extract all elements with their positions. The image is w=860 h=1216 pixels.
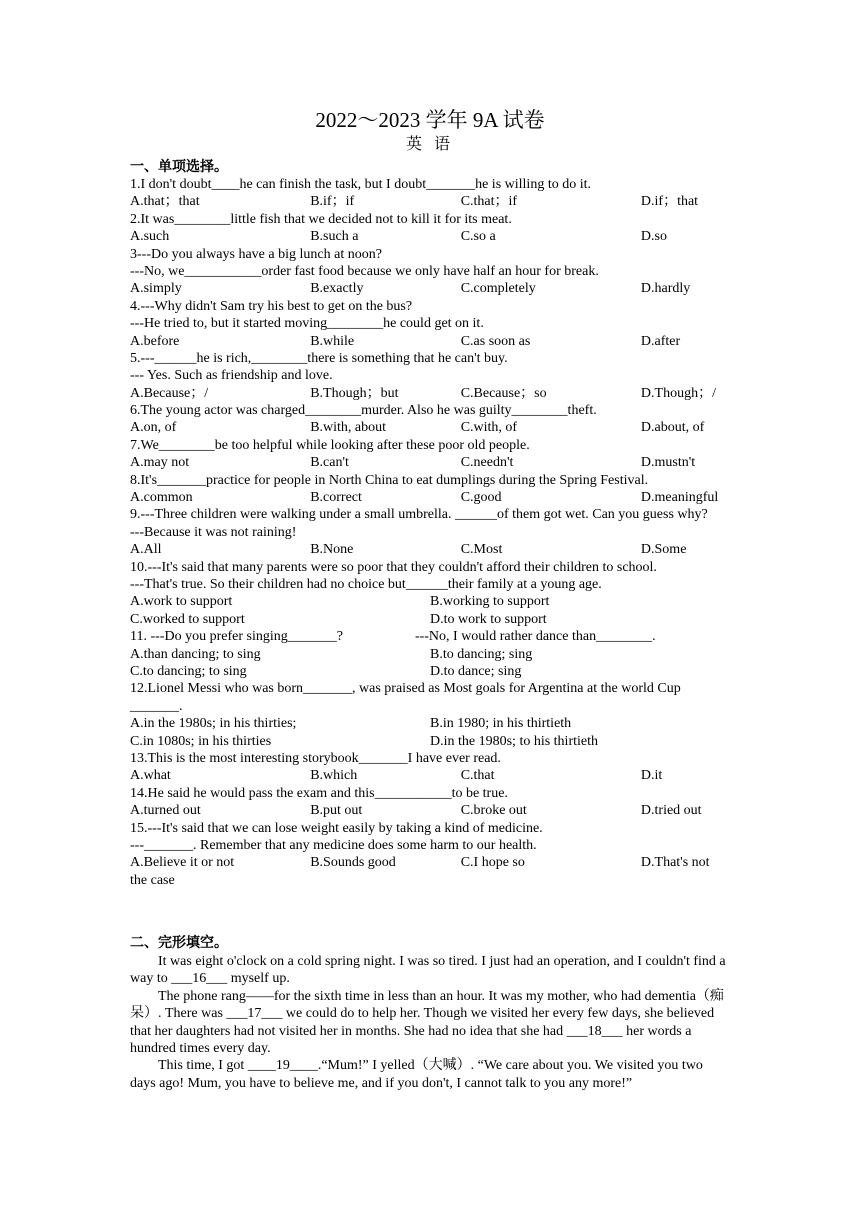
answer-option: C.Because；so bbox=[460, 385, 547, 401]
answer-options bbox=[130, 593, 730, 610]
answer-option: C.broke out bbox=[460, 803, 527, 819]
answer-option: D.tried out bbox=[640, 803, 702, 819]
answer-options bbox=[130, 385, 730, 402]
answer-options bbox=[130, 193, 730, 210]
answer-option: D.meaningful bbox=[640, 490, 719, 506]
question-stem: 14.He said he would pass the exam and this___________to be true. bbox=[130, 785, 508, 801]
question-stem: 13.This is the most interesting storybook_______I have ever read. bbox=[130, 750, 501, 766]
answer-options bbox=[130, 454, 730, 471]
answer-option: B.if；if bbox=[310, 194, 355, 210]
answer-option: A.such bbox=[130, 229, 170, 245]
question-item bbox=[130, 628, 730, 680]
question-stem: ---He tried to, but it started moving________he could get on it. bbox=[130, 316, 484, 332]
exam-title: 2022～2023 学年 9A 试卷 bbox=[315, 108, 545, 132]
answer-option: C.in 1080s; in his thirties bbox=[130, 733, 272, 749]
question-item bbox=[130, 680, 730, 750]
answer-option: A.than dancing; to sing bbox=[130, 646, 261, 662]
question-item bbox=[130, 350, 730, 402]
answer-options bbox=[130, 333, 730, 350]
answer-option: A.what bbox=[130, 768, 171, 784]
answer-option: A.in the 1980s; in his thirties; bbox=[130, 716, 297, 732]
answer-options bbox=[130, 854, 730, 871]
answer-option: B.exactly bbox=[310, 281, 364, 297]
answer-option: A.Because；/ bbox=[130, 385, 209, 401]
question-stem: ---_______. Remember that any medicine does some harm to our health. bbox=[130, 837, 537, 853]
answer-option: A.common bbox=[130, 490, 193, 506]
answer-option: D.it bbox=[640, 768, 663, 784]
answer-option: D.mustn't bbox=[640, 455, 696, 471]
answer-option: D.Some bbox=[640, 542, 687, 558]
question-stem: 9.---Three children were walking under a small umbrella. ______of them got wet. Can you guess why? bbox=[130, 507, 708, 523]
question-stem: 7.We________be too helpful while looking after these poor old people. bbox=[130, 437, 530, 453]
question-stem: 12.Lionel Messi who was born_______, was praised as Most goals for Argentina at the world Cup _______. bbox=[130, 681, 681, 714]
answer-options bbox=[130, 767, 730, 784]
answer-option: C.Most bbox=[460, 542, 503, 558]
answer-options bbox=[130, 541, 730, 558]
passage-paragraph: It was eight o'clock on a cold spring night. I was so tired. I just had an operation, and I couldn't find a way to ___16___ myself up. bbox=[130, 954, 726, 987]
passage-paragraph: This time, I got ____19____.“Mum!” I yelled（大喊）. “We care about you. We visited you two days ago! Mum, you have to believe me, and if you don't, I cannot talk to you any more!” bbox=[130, 1058, 703, 1091]
answer-option: C.that bbox=[460, 768, 495, 784]
question-stem: 8.It's_______practice for people in North China to eat dumplings during the Spring Festival. bbox=[130, 472, 649, 488]
question-item bbox=[130, 211, 730, 246]
answer-option: B.which bbox=[310, 768, 358, 784]
answer-option: D.in the 1980s; to his thirtieth bbox=[430, 733, 598, 749]
answer-option: B.can't bbox=[310, 455, 349, 471]
answer-option: C.with, of bbox=[460, 420, 518, 436]
answer-option: A.All bbox=[130, 542, 162, 558]
question-item bbox=[130, 820, 730, 890]
answer-option: B.with, about bbox=[310, 420, 387, 436]
answer-option: D.about, of bbox=[640, 420, 705, 436]
question-stem-right: ---No, I would rather dance than________. bbox=[414, 629, 656, 645]
answer-option: A.before bbox=[130, 333, 180, 349]
section-1-heading: 一、单项选择。 bbox=[130, 159, 228, 175]
answer-option: B.Though；but bbox=[310, 385, 399, 401]
answer-options bbox=[130, 489, 730, 506]
question-stem: 6.The young actor was charged________murder. Also he was guilty________theft. bbox=[130, 403, 597, 419]
answer-option: B.while bbox=[310, 333, 355, 349]
question-stem: 10.---It's said that many parents were so poor that they couldn't afford their children to school. bbox=[130, 559, 657, 575]
answer-option: D.hardly bbox=[640, 281, 691, 297]
answer-options bbox=[130, 802, 730, 819]
answer-options bbox=[130, 715, 730, 732]
question-stem-left: 11. ---Do you prefer singing_______? bbox=[130, 629, 343, 645]
answer-option: B.to dancing; sing bbox=[430, 646, 533, 662]
question-item bbox=[130, 176, 730, 211]
multiple-choice-questions bbox=[130, 176, 730, 889]
answer-option: D.so bbox=[640, 229, 667, 245]
question-stem: 1.I don't doubt____he can finish the task, but I doubt_______he is willing to do it. bbox=[130, 177, 591, 192]
answer-option: A.on, of bbox=[130, 420, 177, 436]
question-item bbox=[130, 785, 730, 820]
answer-option: C.so a bbox=[460, 229, 496, 245]
answer-options bbox=[130, 228, 730, 245]
question-stem bbox=[130, 628, 730, 645]
answer-option: A.simply bbox=[130, 281, 182, 297]
question-stem: ---Because it was not raining! bbox=[130, 524, 297, 540]
question-stem: 3---Do you always have a big lunch at noon? bbox=[130, 246, 382, 262]
answer-option: D.That's not bbox=[640, 855, 710, 871]
answer-option: C.needn't bbox=[460, 455, 514, 471]
question-stem: 15.---It's said that we can lose weight easily by taking a kind of medicine. bbox=[130, 820, 543, 836]
answer-option: A.work to support bbox=[130, 594, 233, 610]
question-item bbox=[130, 472, 730, 507]
answer-options bbox=[130, 280, 730, 297]
passage-paragraph: The phone rang——for the sixth time in less than an hour. It was my mother, who had dementia（痴呆）. There was ___17___ we could do to help her. Though we visited her every few days, she believed that her daughters had not visited her in months. She had no idea that she had ___18___ her words a hundred times every day. bbox=[130, 988, 724, 1057]
answer-option: B.put out bbox=[310, 803, 363, 819]
answer-options bbox=[130, 611, 730, 628]
answer-option: A.that；that bbox=[130, 194, 200, 210]
answer-options bbox=[130, 733, 730, 750]
question-stem: ---No, we___________order fast food because we only have half an hour for break. bbox=[130, 263, 599, 279]
answer-option: C.that；if bbox=[460, 194, 518, 210]
answer-option: A.turned out bbox=[130, 803, 201, 819]
section-2-heading: 二、完形填空。 bbox=[130, 935, 228, 951]
answer-option: D.to dance; sing bbox=[430, 663, 522, 679]
answer-option: B.working to support bbox=[430, 594, 550, 610]
question-item bbox=[130, 506, 730, 558]
question-stem: 5.---______he is rich,________there is something that he can't buy. bbox=[130, 350, 508, 366]
question-item bbox=[130, 298, 730, 350]
answer-option: D.Though；/ bbox=[640, 385, 716, 401]
answer-option: B.Sounds good bbox=[310, 855, 396, 871]
answer-option: C.to dancing; to sing bbox=[130, 663, 247, 679]
answer-option: B.in 1980; in his thirtieth bbox=[430, 716, 572, 732]
question-item bbox=[130, 437, 730, 472]
answer-option: B.None bbox=[310, 542, 354, 558]
question-item bbox=[130, 402, 730, 437]
question-stem: ---That's true. So their children had no choice but______their family at a young age. bbox=[130, 577, 602, 593]
answer-option: A.Believe it or not bbox=[130, 855, 235, 871]
answer-option: D.if；that bbox=[640, 194, 699, 210]
answer-option: C.worked to support bbox=[130, 611, 245, 627]
answer-option: C.as soon as bbox=[460, 333, 531, 349]
question-stem: 4.---Why didn't Sam try his best to get on the bus? bbox=[130, 298, 413, 314]
answer-options bbox=[130, 663, 730, 680]
cloze-passage bbox=[130, 953, 730, 1092]
answer-option: C.good bbox=[460, 490, 502, 506]
question-stem: 2.It was________little fish that we decided not to kill it for its meat. bbox=[130, 211, 512, 227]
answer-option: B.correct bbox=[310, 490, 362, 506]
answer-options bbox=[130, 419, 730, 436]
answer-options bbox=[130, 646, 730, 663]
answer-option: D.after bbox=[640, 333, 681, 349]
exam-subject: 英 语 bbox=[405, 136, 454, 153]
question-stem: --- Yes. Such as friendship and love. bbox=[130, 368, 333, 384]
answer-option: B.such a bbox=[310, 229, 359, 245]
answer-option-continuation: the case bbox=[130, 872, 175, 888]
question-item bbox=[130, 246, 730, 298]
question-item bbox=[130, 559, 730, 629]
question-item bbox=[130, 750, 730, 785]
answer-option: D.to work to support bbox=[430, 611, 547, 627]
answer-option: C.I hope so bbox=[460, 855, 525, 871]
answer-option: C.completely bbox=[460, 281, 536, 297]
answer-option: A.may not bbox=[130, 455, 190, 471]
